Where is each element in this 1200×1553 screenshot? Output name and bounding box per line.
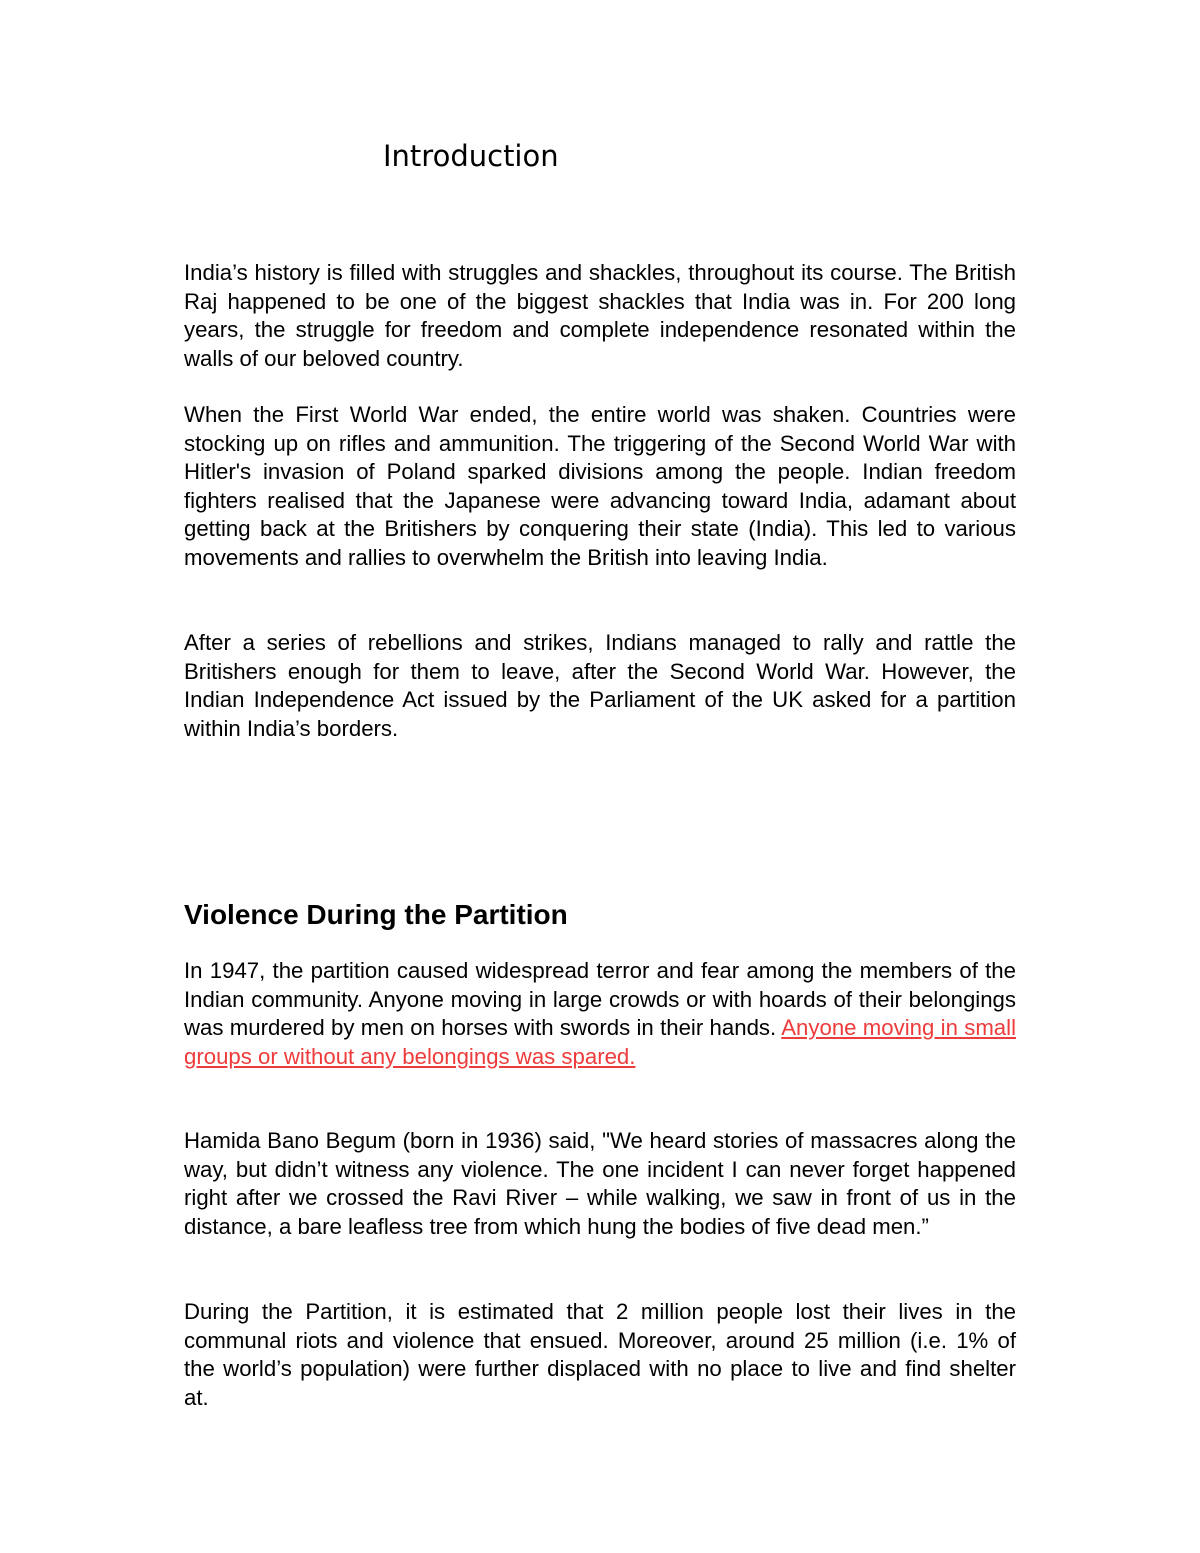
violence-paragraph-statistics: During the Partition, it is estimated that 2 million people lost their lives in the communal riots and violence that ensued. Moreover, around 25 million (i.e. 1% of the world’s population) were further displaced with no place to live and find shelter at. bbox=[184, 1299, 1016, 1410]
violence-paragraph-text: In 1947, the partition caused widespread terror and fear among the members of the Indian community. Anyone moving in large crowds or with hoards of their belongings was murdered by men on horses with swords in their hands. bbox=[184, 958, 1016, 1041]
introduction-heading: Introduction bbox=[383, 139, 559, 173]
violence-heading: Violence During the Partition bbox=[184, 899, 568, 930]
intro-paragraph-independence-act: After a series of rebellions and strikes, Indians managed to rally and rattle the Britishers enough for them to leave, after the Second World War. However, the Indian Independence Act issued by the Parliament of the UK asked for a partition within India’s borders. bbox=[184, 630, 1016, 741]
intro-paragraph-world-war: When the First World War ended, the entire world was shaken. Countries were stocking up on rifles and ammunition. The triggering of the Second World War with Hitler's invasion of Poland sparked divisions among the people. Indian freedom fighters realised that the Japanese were advancing toward India, adamant about getting back at the Britishers by conquering their state (India). This led to various movements and rallies to overwhelm the British into leaving India. bbox=[184, 402, 1016, 570]
violence-paragraph-quote: Hamida Bano Begum (born in 1936) said, "We heard stories of massacres along the way, but didn’t witness any violence. The one incident I can never forget happened right after we crossed the Ravi River – while walking, we saw in front of us in the distance, a bare leafless tree from which hung the bodies of five dead men.” bbox=[184, 1128, 1016, 1239]
violence-paragraph-1947 bbox=[184, 957, 1016, 1071]
intro-paragraph-history: India’s history is filled with struggles and shackles, throughout its course. The British Raj happened to be one of the biggest shackles that India was in. For 200 long years, the struggle for freedom and complete independence resonated within the walls of our beloved country. bbox=[184, 260, 1016, 371]
highlighted-sentence: Anyone moving in small groups or without any belongings was spared. bbox=[184, 1015, 1016, 1069]
